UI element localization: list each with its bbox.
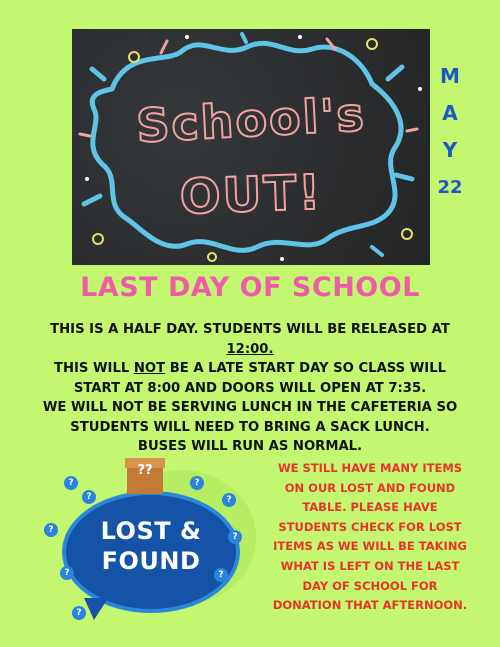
box-question-marks: ?? [137, 463, 153, 478]
emphasis-not: NOT [133, 361, 166, 376]
date-vertical [432, 58, 468, 206]
date-month-letter: A [442, 101, 458, 125]
info-line-4: BUSES WILL RUN AS NORMAL. [137, 439, 363, 454]
release-time: 12:00. [226, 341, 274, 357]
info-line-2b: BE A LATE START DAY SO CLASS WILL START AT 8:00 AND DOORS WILL OPEN AT 7:35. [73, 361, 447, 396]
lost-and-found-graphic [42, 448, 252, 638]
speech-bubble-tail [84, 598, 108, 620]
page-title: LAST DAY OF SCHOOL [80, 272, 420, 303]
info-paragraph [30, 320, 470, 457]
lost-found-note: WE STILL HAVE MANY ITEMS ON OUR LOST AND FOUND TABLE. PLEASE HAVE STUDENTS CHECK FOR LOST ITEMS AS WE WILL BE TAKING WHAT IS LEFT ON THE LAST DAY OF SCHOOL FOR DONATION THAT AFTERNOON. [272, 461, 468, 613]
question-mark-icon: ? [64, 476, 78, 490]
info-line-2a: THIS WILL [53, 361, 134, 376]
question-mark-icon: ? [44, 523, 58, 537]
question-mark-icon: ? [82, 490, 96, 504]
info-line-3: WE WILL NOT BE SERVING LUNCH IN THE CAFETERIA SO STUDENTS WILL NEED TO BRING A SACK LUNCH. [42, 400, 458, 435]
question-mark-icon: ? [60, 566, 74, 580]
lost-found-label [62, 516, 240, 576]
box-icon [125, 458, 165, 494]
date-month-letter: M [440, 64, 460, 88]
date-month-letter: Y [442, 138, 458, 162]
question-mark-icon: ? [190, 476, 204, 490]
chalk-line-2: OUT! [178, 164, 324, 226]
date-day: 22 [437, 177, 463, 198]
chalkboard-image [72, 29, 430, 265]
chalk-line-1: School's [134, 87, 368, 153]
question-mark-icon: ? [222, 493, 236, 507]
lost-found-line-2: FOUND [101, 547, 201, 575]
question-mark-icon: ? [72, 606, 86, 620]
question-mark-icon: ? [214, 568, 228, 582]
lost-found-line-1: LOST & [100, 517, 202, 545]
question-mark-icon: ? [228, 530, 242, 544]
info-line-1: THIS IS A HALF DAY. STUDENTS WILL BE RELEASED AT [50, 322, 450, 337]
